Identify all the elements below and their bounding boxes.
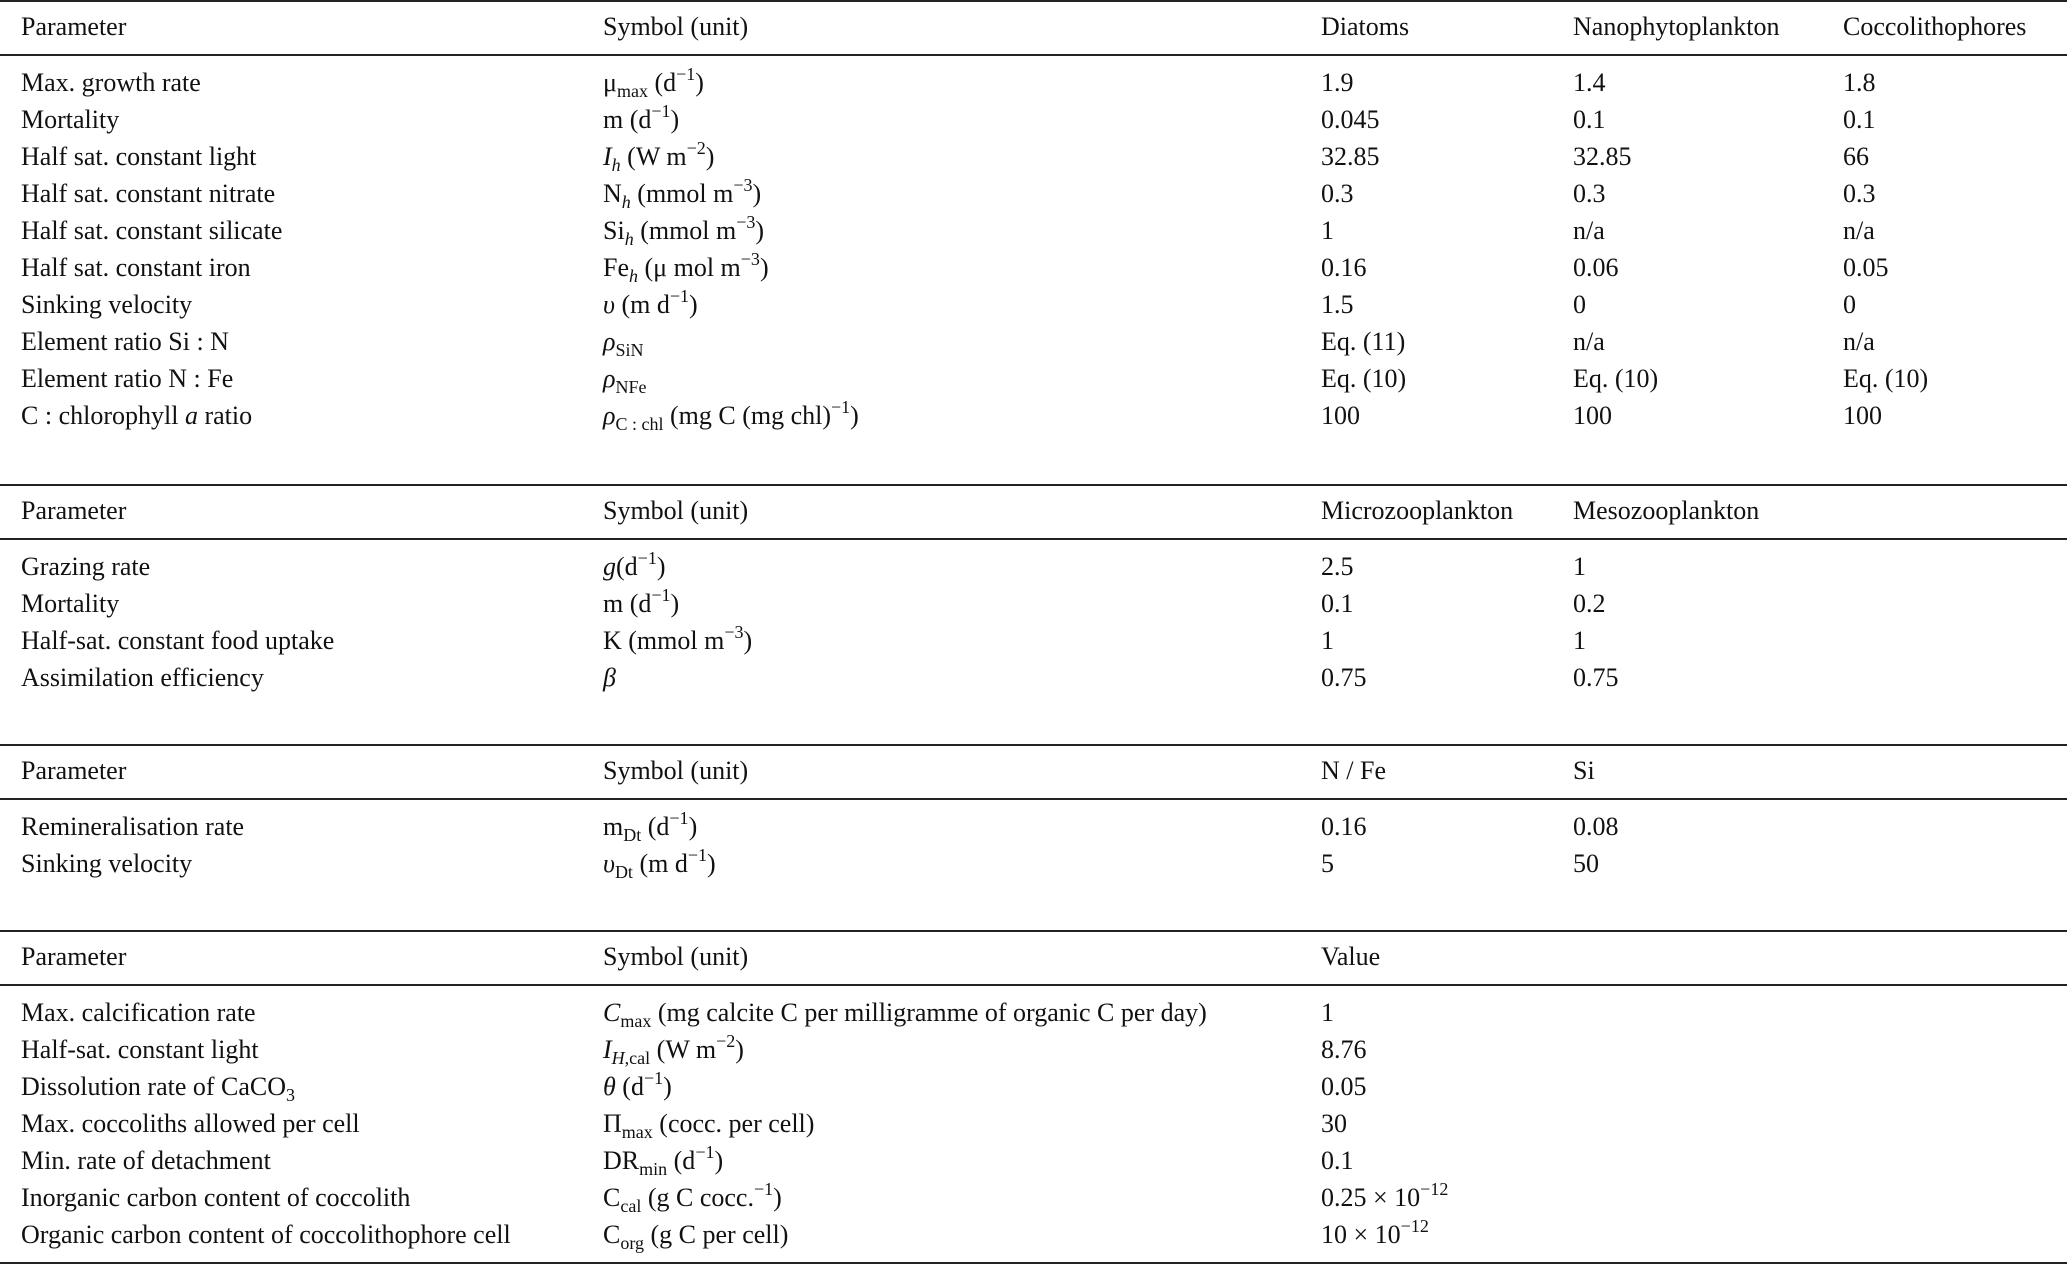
table-row xyxy=(0,1179,2067,1216)
parameter-cell: C : chlorophyll a ratio xyxy=(21,401,253,430)
value-cell: 100 xyxy=(1321,401,1360,430)
value-cell: 1.9 xyxy=(1321,68,1354,97)
value-cell: 0.3 xyxy=(1843,179,1876,208)
value-cell: $0.25 \times 10^{-12}$ xyxy=(1321,1179,1449,1212)
table-bottom-rule xyxy=(0,1262,2067,1264)
symbol-cell: $C_{cal}$ (g C cocc.$^{-1}$) xyxy=(603,1179,782,1216)
header-cell: N / Fe xyxy=(1321,756,1386,785)
parameter-cell: Remineralisation rate xyxy=(21,812,245,841)
value-cell: 0.045 xyxy=(1321,105,1380,134)
value-cell: 1.5 xyxy=(1321,290,1354,319)
table-header-rule xyxy=(0,984,2067,986)
table-top-rule xyxy=(0,484,2067,486)
parameter-cell: Inorganic carbon content of coccolith xyxy=(21,1183,411,1212)
parameter-cell: Element ratio N : Fe xyxy=(21,364,234,393)
table-row xyxy=(0,64,2067,101)
table-row xyxy=(0,286,2067,323)
header-cell: Symbol (unit) xyxy=(603,496,749,525)
table-top-rule xyxy=(0,744,2067,746)
table-header-row xyxy=(0,938,2067,975)
header-cell: Nanophytoplankton xyxy=(1573,12,1780,41)
symbol-cell: $\upsilon_{Dt}$ (m $d^{-1}$) xyxy=(603,845,716,882)
table-row xyxy=(0,249,2067,286)
header-cell: Si xyxy=(1573,756,1595,785)
value-cell: 0.2 xyxy=(1573,589,1606,618)
header-cell: Symbol (unit) xyxy=(603,756,749,785)
table-top-rule xyxy=(0,0,2067,2)
header-cell: Diatoms xyxy=(1321,12,1410,41)
value-cell: 0.16 xyxy=(1321,253,1367,282)
table-row xyxy=(0,397,2067,434)
value-cell: 0.3 xyxy=(1321,179,1354,208)
parameter-cell: Half sat. constant nitrate xyxy=(21,179,276,208)
parameter-cell: Half sat. constant light xyxy=(21,142,257,171)
symbol-cell: $DR_{min}$ $(d^{-1})$ xyxy=(603,1142,724,1179)
value-cell: 0.3 xyxy=(1573,179,1606,208)
header-cell: Parameter xyxy=(21,12,127,41)
table-row xyxy=(0,323,2067,360)
value-cell: 1 xyxy=(1321,216,1334,245)
value-cell: 0.16 xyxy=(1321,812,1367,841)
header-cell: Mesozooplankton xyxy=(1573,496,1760,525)
table-header-row xyxy=(0,492,2067,529)
value-cell: 0.1 xyxy=(1843,105,1876,134)
table-row xyxy=(0,548,2067,585)
symbol-cell: $\rho_{C : chl}$ (mg C (mg chl)$^{-1}$) xyxy=(603,397,859,434)
table-row xyxy=(0,1068,2067,1105)
table-row xyxy=(0,845,2067,882)
parameter-cell: Grazing rate xyxy=(21,552,151,581)
table-header-rule xyxy=(0,798,2067,800)
value-cell: 0.75 xyxy=(1321,663,1367,692)
symbol-cell: $Fe_h$ (μ mol $m^{-3}$) xyxy=(603,249,769,286)
table-row xyxy=(0,1105,2067,1142)
symbol-cell: $C_{max}$ (mg calcite C per milligramme of organic C per day) xyxy=(603,998,1207,1031)
value-cell: n/a xyxy=(1573,327,1605,356)
table-row xyxy=(0,101,2067,138)
value-cell: Eq. (10) xyxy=(1843,364,1929,393)
symbol-cell: υ (m $d^{-1}$) xyxy=(603,286,698,319)
table-top-rule xyxy=(0,930,2067,932)
symbol-cell: β xyxy=(603,663,616,692)
value-cell: 0.1 xyxy=(1573,105,1606,134)
value-cell: 2.5 xyxy=(1321,552,1354,581)
header-cell: Coccolithophores xyxy=(1843,12,2027,41)
value-cell: Eq. (11) xyxy=(1321,327,1406,356)
parameter-cell: Half sat. constant iron xyxy=(21,253,251,282)
symbol-cell: $N_h$ (mmol $m^{-3}$) xyxy=(603,175,762,212)
parameter-cell: Max. calcification rate xyxy=(21,998,256,1027)
value-cell: 0 xyxy=(1573,290,1586,319)
parameter-cell: Dissolution rate of CaCO$_3$ xyxy=(21,1072,296,1105)
header-cell: Parameter xyxy=(21,942,127,971)
value-cell: 1 xyxy=(1321,626,1334,655)
value-cell: 32.85 xyxy=(1573,142,1632,171)
symbol-cell: θ $(d^{-1})$ xyxy=(603,1068,672,1101)
parameter-cell: Sinking velocity xyxy=(21,290,193,319)
value-cell: 8.76 xyxy=(1321,1035,1367,1064)
header-cell: Symbol (unit) xyxy=(603,12,749,41)
parameter-cell: Mortality xyxy=(21,105,120,134)
symbol-cell: $\rho_{NFe}$ xyxy=(603,364,647,397)
symbol-cell: m $(d^{-1})$ xyxy=(603,585,680,618)
parameter-cell: Organic carbon content of coccolithophore cell xyxy=(21,1220,511,1249)
value-cell: 30 xyxy=(1321,1109,1347,1138)
table-row xyxy=(0,360,2067,397)
value-cell: 1.8 xyxy=(1843,68,1876,97)
value-cell: 0.08 xyxy=(1573,812,1619,841)
symbol-cell: $Si_h$ (mmol $m^{-3}$) xyxy=(603,212,765,249)
symbol-cell: $\Pi_{max}$ (cocc. per cell) xyxy=(603,1109,815,1142)
symbol-cell: $I_{H,cal}$ (W $m^{-2}$) xyxy=(603,1031,744,1068)
value-cell: 0 xyxy=(1843,290,1856,319)
header-cell: Microzooplankton xyxy=(1321,496,1514,525)
value-cell: 1 xyxy=(1321,998,1334,1027)
header-cell: Parameter xyxy=(21,756,127,785)
value-cell: 0.05 xyxy=(1843,253,1889,282)
table-row xyxy=(0,622,2067,659)
value-cell: 66 xyxy=(1843,142,1869,171)
table-header-rule xyxy=(0,54,2067,56)
value-cell: $10 \times 10^{-12}$ xyxy=(1321,1216,1429,1249)
parameter-cell: Min. rate of detachment xyxy=(21,1146,271,1175)
parameter-cell: Assimilation efficiency xyxy=(21,663,264,692)
parameter-cell: Half-sat. constant light xyxy=(21,1035,259,1064)
symbol-cell: $\rho_{SiN}$ xyxy=(603,327,644,360)
header-cell: Parameter xyxy=(21,496,127,525)
value-cell: 50 xyxy=(1573,849,1599,878)
table-row xyxy=(0,585,2067,622)
header-cell: Value xyxy=(1321,942,1381,971)
table-row xyxy=(0,994,2067,1031)
table-row xyxy=(0,659,2067,696)
symbol-cell: $m_{Dt}$ $(d^{-1})$ xyxy=(603,808,698,845)
value-cell: 0.75 xyxy=(1573,663,1619,692)
table-row xyxy=(0,212,2067,249)
parameter-cell: Half sat. constant silicate xyxy=(21,216,283,245)
parameter-cell: Sinking velocity xyxy=(21,849,193,878)
parameter-cell: Half-sat. constant food uptake xyxy=(21,626,335,655)
table-header-rule xyxy=(0,538,2067,540)
table-header-row xyxy=(0,752,2067,789)
value-cell: 0.06 xyxy=(1573,253,1619,282)
parameter-cell: Mortality xyxy=(21,589,120,618)
symbol-cell: m $(d^{-1})$ xyxy=(603,101,680,134)
symbol-cell: K (mmol $m^{-3}$) xyxy=(603,622,753,655)
table-row xyxy=(0,1031,2067,1068)
symbol-cell: $g(d^{-1})$ xyxy=(603,548,666,581)
table-row xyxy=(0,1216,2067,1253)
value-cell: 100 xyxy=(1573,401,1612,430)
value-cell: 32.85 xyxy=(1321,142,1380,171)
symbol-cell: $C_{org}$ (g C per cell) xyxy=(603,1220,789,1253)
table-row xyxy=(0,175,2067,212)
value-cell: 0.1 xyxy=(1321,1146,1354,1175)
value-cell: 1 xyxy=(1573,552,1586,581)
table-row xyxy=(0,808,2067,845)
value-cell: n/a xyxy=(1573,216,1605,245)
value-cell: 1 xyxy=(1573,626,1586,655)
table-row xyxy=(0,1142,2067,1179)
value-cell: n/a xyxy=(1843,327,1875,356)
symbol-cell: $\mu_{max}$ $(d^{-1})$ xyxy=(603,64,704,101)
value-cell: Eq. (10) xyxy=(1321,364,1407,393)
value-cell: 0.1 xyxy=(1321,589,1354,618)
header-cell: Symbol (unit) xyxy=(603,942,749,971)
parameter-cell: Max. coccoliths allowed per cell xyxy=(21,1109,360,1138)
value-cell: Eq. (10) xyxy=(1573,364,1659,393)
parameter-cell: Element ratio Si : N xyxy=(21,327,229,356)
parameter-cell: Max. growth rate xyxy=(21,68,201,97)
value-cell: 1.4 xyxy=(1573,68,1606,97)
value-cell: 0.05 xyxy=(1321,1072,1367,1101)
value-cell: n/a xyxy=(1843,216,1875,245)
value-cell: 5 xyxy=(1321,849,1334,878)
table-header-row xyxy=(0,8,2067,45)
symbol-cell: $I_h$ (W $m^{-2}$) xyxy=(603,138,715,175)
value-cell: 100 xyxy=(1843,401,1882,430)
table-row xyxy=(0,138,2067,175)
